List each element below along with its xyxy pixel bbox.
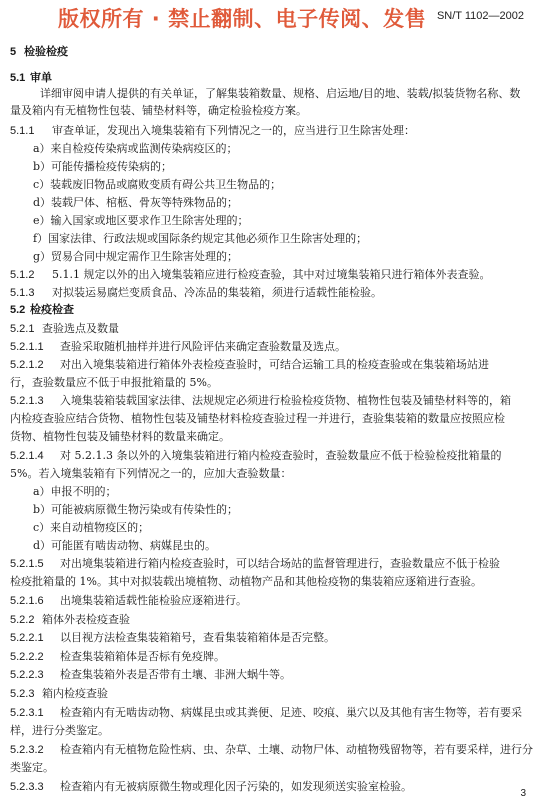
- clause-number: 5.2.1.2: [10, 359, 44, 371]
- clause-text: 对出入境集装箱进行箱体外表检疫查验时，可结合运输工具的检疫查验或在集装箱场站进: [60, 358, 489, 371]
- clause-text: 量及箱内有无植物性包装、铺垫材料等，确定检验检疫方案。: [10, 104, 307, 117]
- clause-text: 5.1.1 规定以外的出入境集装箱应进行检疫查验，其中对过境集装箱只进行箱体外表查验。: [52, 268, 491, 281]
- clause-text: d）可能匿有啮齿动物、病媒昆虫的。: [33, 539, 217, 552]
- clause-text: 查验采取随机抽样并进行风险评估来确定查验数量及选点。: [60, 340, 346, 353]
- clause-text: 类鉴定。: [10, 761, 54, 774]
- clause-text: 入境集装箱装载国家法律、法规规定必须进行检验检疫货物、植物性包装及铺垫材料等的，箱: [60, 394, 511, 407]
- clause-text: e）输入国家或地区要求作卫生除害处理的；: [33, 214, 249, 227]
- watermark: 版权所有 · 禁止翻制、电子传阅、发售: [58, 7, 427, 31]
- clause-number: 5.2.3.1: [10, 707, 44, 719]
- clause-number: 5.2.3.3: [10, 781, 44, 793]
- clause-text: 样，进行分类鉴定。: [10, 724, 109, 737]
- clause-number: 5.1.2: [10, 269, 35, 281]
- clause-text: 详细审阅申请人提供的有关单证，了解集装箱数量、规格、启运地/目的地、装载/拟装货物名称、数: [40, 87, 521, 100]
- clause-text: 货物、植物性包装及铺垫材料的数量来确定。: [10, 430, 230, 443]
- clause-text: a）来自检疫传染病或监测传染病疫区的；: [33, 142, 238, 155]
- clause-number: 5: [10, 46, 17, 58]
- section-heading: 审单: [30, 71, 52, 84]
- clause-text: 检查箱内有无被病原微生物或理化因子污染的，如发现须送实验室检验。: [60, 780, 412, 793]
- clause-number: 5.2.1.3: [10, 395, 44, 407]
- clause-number: 5.1: [10, 72, 26, 84]
- clause-text: 检疫批箱量的 1%。其中对拟装载出境植物、动植物产品和其他检疫物的集装箱应逐箱进行查验。: [10, 575, 482, 588]
- clause-text: g）贸易合同中规定需作卫生除害处理的；: [33, 250, 239, 263]
- clause-text: 检查集装箱外表是否带有土壤、非洲大蜗牛等。: [60, 668, 291, 681]
- clause-text: c）装载废旧物品或腐败变质有碍公共卫生物品的；: [33, 178, 282, 191]
- clause-text: 审查单证，发现出入境集装箱有下列情况之一的，应当进行卫生除害处理：: [52, 124, 415, 137]
- clause-number: 5.2.3: [10, 688, 35, 700]
- clause-text: a）申报不明的；: [33, 485, 117, 498]
- clause-number: 5.2.2: [10, 614, 35, 626]
- clause-text: d）装载尸体、棺柩、骨灰等特殊物品的；: [33, 196, 239, 209]
- clause-text: 内检疫查验应结合货物、植物性包装及铺垫材料检疫查验过程一并进行，查验集装箱的数量应按照应检: [10, 412, 505, 425]
- section-heading: 检验检疫: [24, 45, 68, 58]
- clause-number: 5.2.1: [10, 323, 35, 335]
- clause-number: 5.2.2.2: [10, 651, 44, 663]
- clause-number: 5.2.1.4: [10, 450, 44, 462]
- clause-number: 5.2.2.3: [10, 669, 44, 681]
- clause-text: 5%。若入境集装箱有下列情况之一的，应加大查验数量：: [10, 467, 292, 480]
- clause-text: 检查集装箱箱体是否标有免疫牌。: [60, 650, 225, 663]
- clause-number: 5.2.3.2: [10, 744, 44, 756]
- clause-text: 箱体外表检疫查验: [42, 613, 130, 626]
- clause-number: 5.1.3: [10, 287, 35, 299]
- clause-text: 检查箱内有无啮齿动物、病媒昆虫或其粪便、足迹、咬痕、巢穴以及其他有害生物等，若有要采: [60, 706, 522, 719]
- page-number: 3: [520, 788, 526, 799]
- clause-text: 对出境集装箱进行箱内检疫查验时，可以结合场站的监督管理进行，查验数量应不低于检验: [60, 557, 500, 570]
- clause-number: 5.2: [10, 304, 26, 316]
- clause-text: 箱内检疫查验: [42, 687, 108, 700]
- clause-text: 检查箱内有无植物危险性病、虫、杂草、土壤、动物尸体、动植物残留物等，若有要采样，进行分: [60, 743, 533, 756]
- clause-text: 对拟装运易腐烂变质食品、冷冻品的集装箱，须进行适载性能检验。: [52, 286, 382, 299]
- section-heading: 检疫检查: [30, 303, 74, 316]
- clause-text: 行，查验数量应不低于申报批箱量的 5%。: [10, 376, 218, 389]
- clause-text: 查验选点及数量: [42, 322, 119, 335]
- clause-text: 对 5.2.1.3 条以外的入境集装箱进行箱内检疫查验时，查验数量应不低于检验检疫批箱量的: [60, 449, 502, 462]
- clause-text: b）可能被病原微生物污染或有传染性的；: [33, 503, 239, 516]
- clause-number: 5.2.1.1: [10, 341, 44, 353]
- clause-text: b）可能传播检疫传染病的；: [33, 160, 173, 173]
- clause-text: f）国家法律、行政法规或国际条约规定其他必须作卫生除害处理的；: [33, 232, 368, 245]
- clause-number: 5.2.1.5: [10, 558, 44, 570]
- clause-text: 以目视方法检查集装箱箱号，查看集装箱箱体是否完整。: [60, 631, 335, 644]
- clause-number: 5.2.2.1: [10, 632, 44, 644]
- clause-text: c）来自动植物疫区的；: [33, 521, 150, 534]
- clause-text: 出境集装箱适载性能检验应逐箱进行。: [60, 594, 247, 607]
- standard-number: SN/T 1102—2002: [436, 10, 524, 22]
- clause-number: 5.2.1.6: [10, 595, 44, 607]
- clause-number: 5.1.1: [10, 125, 35, 137]
